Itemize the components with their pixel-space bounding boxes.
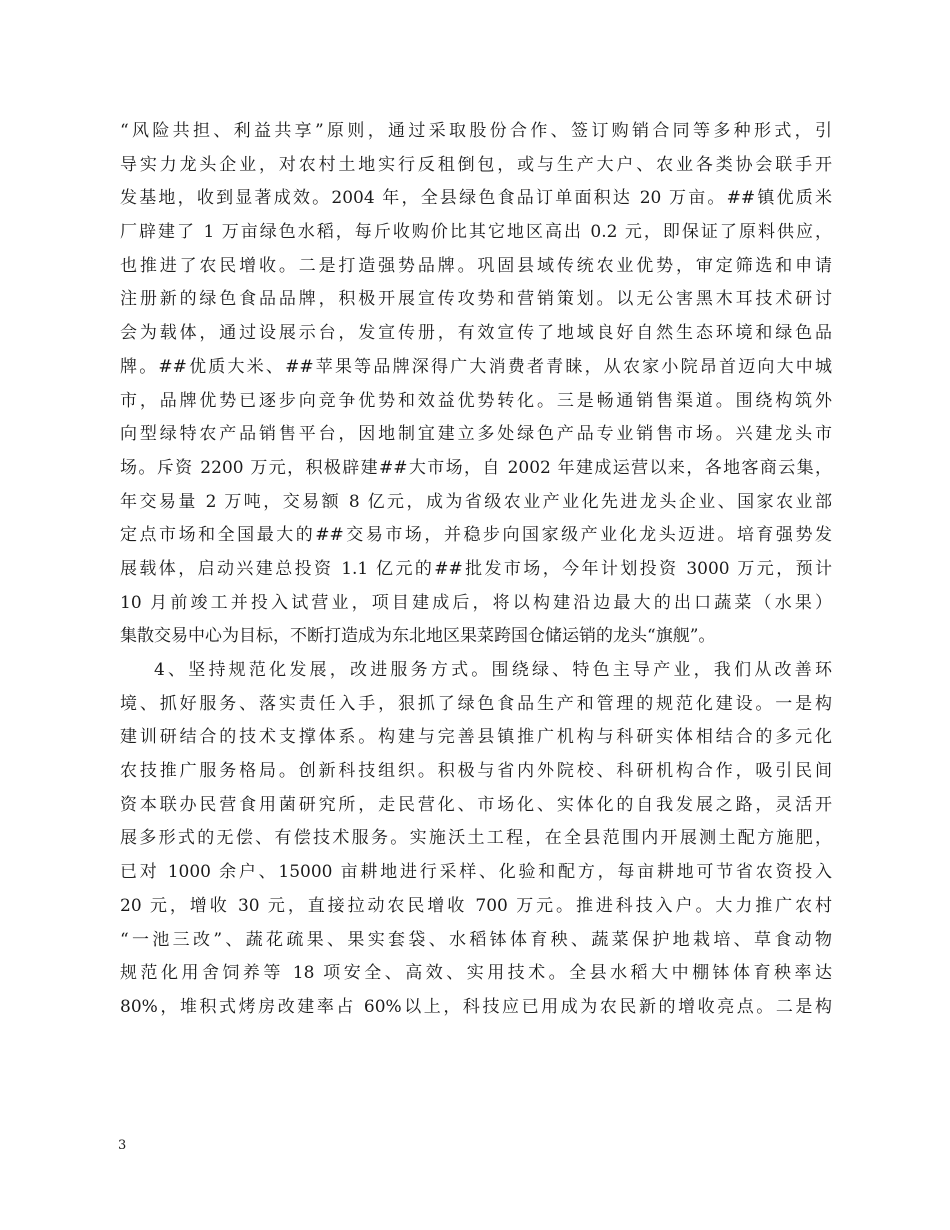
text-line: 资本联办民营食用菌研究所，走民营化、市场化、实体化的自我发展之路，灵活开 xyxy=(120,794,832,815)
text-line: 展多形式的无偿、有偿技术服务。实施沃土工程，在全县范围内开展测土配方施肥， xyxy=(120,828,832,849)
body-text xyxy=(120,115,832,1025)
text-line: 建训研结合的技术支撑体系。构建与完善县镇推广机构与科研实体相结合的多元化 xyxy=(120,727,832,748)
text-line: 会为载体，通过设展示台，发宣传册，有效宣传了地域良好自然生态环境和绿色品 xyxy=(120,323,832,344)
text-line: 厂辟建了 1 万亩绿色水稻，每斤收购价比其它地区高出 0.2 元，即保证了原料供应， xyxy=(120,222,832,243)
text-line: 境、抓好服务、落实责任入手，狠抓了绿色食品生产和管理的规范化建设。一是构 xyxy=(120,693,832,714)
text-line: 80%，堆积式烤房改建率占 60%以上，科技应已用成为农民新的增收亮点。二是构 xyxy=(120,996,832,1017)
text-line: 向型绿特农产品销售平台，因地制宜建立多处绿色产品专业销售市场。兴建龙头市 xyxy=(120,424,832,445)
text-line: 集散交易中心为目标，不断打造成为东北地区果菜跨国仓储运销的龙头“旗舰”。 xyxy=(120,626,716,647)
text-line: 年交易量 2 万吨，交易额 8 亿元，成为省级农业产业化先进龙头企业、国家农业部 xyxy=(120,491,832,512)
page-number: 3 xyxy=(118,1138,127,1153)
text-line: 定点市场和全国最大的##交易市场，并稳步向国家级产业化龙头迈进。培育强势发 xyxy=(120,525,832,546)
text-line: 农技推广服务格局。创新科技组织。积极与省内外院校、科研机构合作，吸引民间 xyxy=(120,761,832,782)
text-line: 10 月前竣工并投入试营业，项目建成后，将以构建沿边最大的出口蔬菜（水果） xyxy=(120,592,832,613)
text-line: 4、坚持规范化发展，改进服务方式。围绕绿、特色主导产业，我们从改善环 xyxy=(154,660,832,680)
text-line: 场。斥资 2200 万元，积极辟建##大市场，自 2002 年建成运营以来，各地客商云集， xyxy=(120,457,832,478)
text-line: 导实力龙头企业，对农村土地实行反租倒包，或与生产大户、农业各类协会联手开 xyxy=(120,154,832,175)
text-line: 发基地，收到显著成效。2004 年，全县绿色食品订单面积达 20 万亩。##镇优质米 xyxy=(120,188,832,209)
text-line: 展载体，启动兴建总投资 1.1 亿元的##批发市场，今年计划投资 3000 万元，预计 xyxy=(120,558,832,579)
text-line: 规范化用舍饲养等 18 项安全、高效、实用技术。全县水稻大中棚钵体育秧率达 xyxy=(120,963,832,984)
text-line: “风险共担、利益共享”原则，通过采取股份合作、签订购销合同等多种形式，引 xyxy=(120,121,832,141)
text-line: 已对 1000 余户、15000 亩耕地进行采样、化验和配方，每亩耕地可节省农资投入 xyxy=(120,862,832,883)
text-line: 注册新的绿色食品品牌，积极开展宣传攻势和营销策划。以无公害黑木耳技术研讨 xyxy=(120,289,832,310)
text-line: 也推进了农民增收。二是打造强势品牌。巩固县域传统农业优势，审定筛选和申请 xyxy=(120,255,832,276)
text-line: 牌。##优质大米、##苹果等品牌深得广大消费者青睐，从农家小院昂首迈向大中城 xyxy=(120,356,832,377)
text-line: 市，品牌优势已逐步向竞争优势和效益优势转化。三是畅通销售渠道。围绕构筑外 xyxy=(120,390,832,411)
text-line: 20 元，增收 30 元，直接拉动农民增收 700 万元。推进科技入户。大力推广农村 xyxy=(120,895,832,916)
text-line: “一池三改”、蔬花疏果、果实套袋、水稻钵体育秧、蔬菜保护地栽培、草食动物 xyxy=(120,929,832,950)
